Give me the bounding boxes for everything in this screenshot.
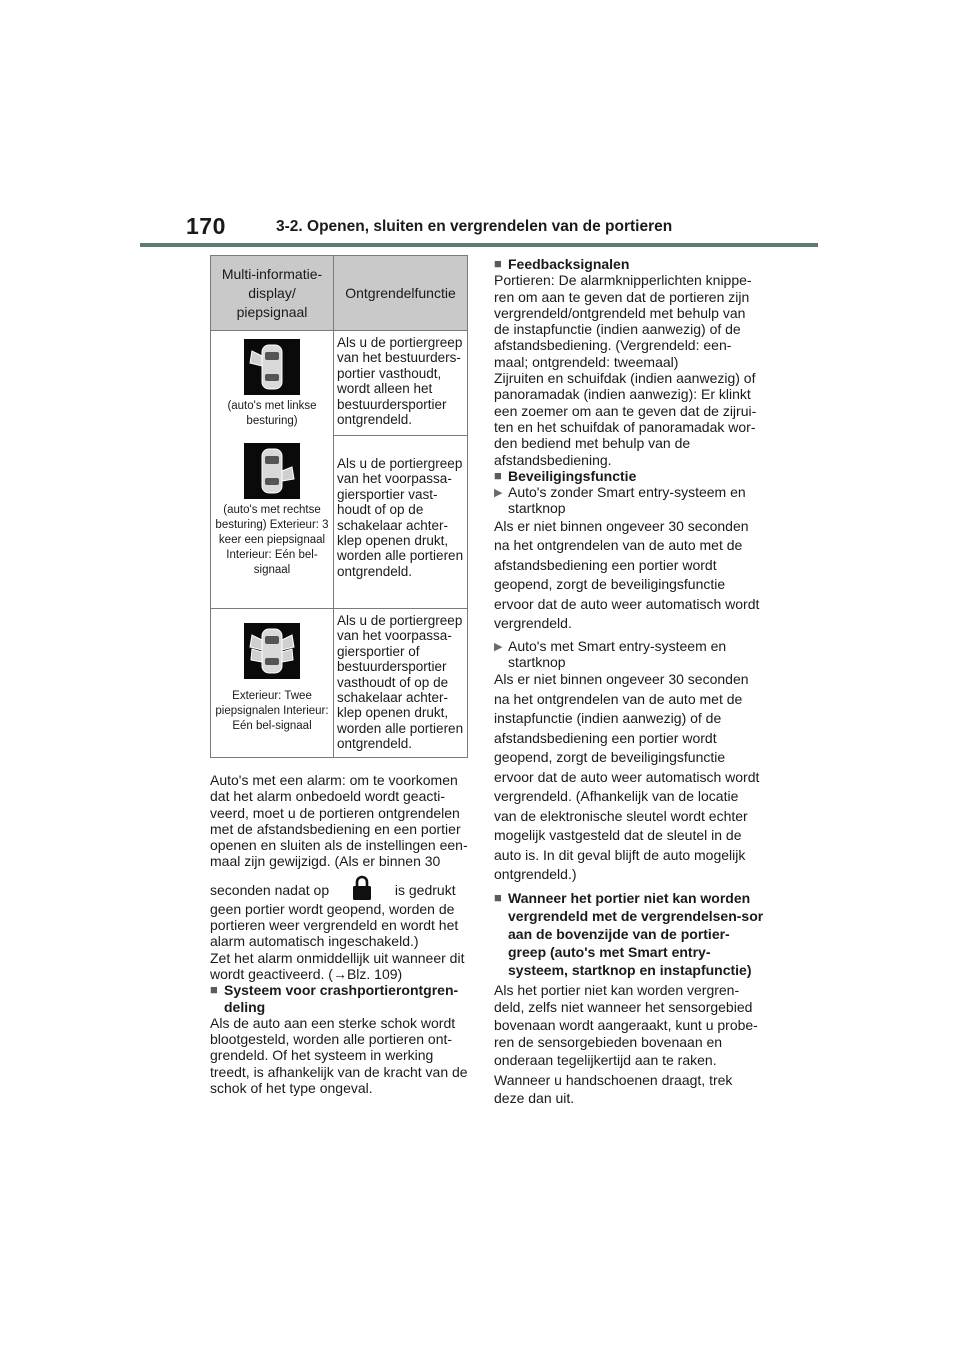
alarm-paragraph: Auto's met een alarm: om te voorkomen dat het alarm onbedoeld wordt geacti-veerd, moet u de portieren ontgrendelen met de afstandsbediening en een portier openen en sluiten als de instellingen een-maal zijn gewijzigd. (Als er binnen 30	[210, 772, 468, 870]
desc-all-doors: Als u de portiergreep van het voorpassa-giersportier of bestuurdersportier vasthoudt of op de schakelaar achter-klep openen drukt, worden alle portieren ontgrendeld.	[334, 609, 468, 758]
square-bullet-icon: ■	[494, 889, 502, 905]
square-bullet-icon: ■	[210, 982, 218, 998]
lock-button-icon	[347, 875, 377, 901]
crash-unlock-body: Als de auto aan een sterke schok wordt blootgesteld, worden alle portieren ont-grendeld. Of het systeem in werking treedt, is afhankelijk van de kracht van de schok of het type ongeval.	[210, 1014, 468, 1097]
feedback-doors: Portieren: De alarmknipperlichten knippe-ren om aan te geven dat de portieren zijn vergrendeld/ontgrendeld met behulp van de instapfunctie (indien aanwezig) of de afstandsbediening. (Vergrendeld: een-maal; ontgrendeld: tweemaal)	[494, 272, 752, 370]
alarm-paragraph-4: Zet het alarm onmiddellijk uit wanneer dit wordt geactiveerd. (→Blz. 109)	[210, 949, 465, 982]
left-column	[210, 255, 472, 1096]
triangle-bullet-icon: ▶	[494, 487, 503, 500]
alarm-paragraph-3: geen portier wordt geopend, worden de portieren weer vergrendeld en wordt het alarm automatisch ingeschakeld.)	[210, 900, 459, 950]
right-column	[494, 256, 764, 1107]
sensor-body-2: Wanneer u handschoenen draagt, trek deze dan uit.	[494, 1072, 733, 1106]
alarm-paragraph-cont2: is gedrukt	[394, 881, 456, 898]
desc-driver-door: Als u de portiergreep van het bestuurders-portier vasthoudt, wordt alleen het bestuurdersportier ontgrendeld.	[334, 331, 468, 436]
triangle-bullet-icon: ▶	[494, 640, 503, 653]
car-driver-door-open-image	[244, 339, 300, 395]
caption-left-hand-drive: (auto's met linkse besturing)	[227, 400, 317, 427]
security-sub-with-smart: ▶ Auto's met Smart entry-systeem en startknop	[494, 637, 727, 671]
security-body-with-smart: Als er niet binnen ongeveer 30 seconden na het ontgrendelen van de auto met de instapfunctie (indien aanwezig) of de afstandsbediening een portier wordt geopend, zorgt de beveiligingsfunctie ervoor dat de auto weer automatisch wordt vergrendeld. (Afhankelijk van de locatie van de elektronische sleutel wordt echter mogelijk vastgesteld dat de sleutel in de auto is. In dit geval blijft de auto mogelijk ontgrendeld.)	[494, 671, 760, 883]
section-title: 3-2. Openen, sluiten en vergrendelen van de portieren	[276, 218, 673, 235]
desc-passenger-door: Als u de portiergreep van het voorpassa-giersportier vast-houdt of op de schakelaar achter-klep openen drukt, worden alle portieren ontgrendeld.	[334, 436, 468, 609]
security-sub-without-smart: ▶ Auto's zonder Smart entry-systeem en startknop	[494, 484, 746, 517]
square-bullet-icon: ■	[494, 467, 502, 483]
header-rule	[140, 243, 818, 247]
feedback-windows: Zijruiten en schuifdak (indien aanwezig) of panoramadak (indien aanwezig): Er klinkt een zoemer om aan te geven dat de zijrui-ten en het schuifdak of panoramadak wor-den bediend met behulp van de afstandsbediening.	[494, 370, 757, 468]
sensor-body-1: Als het portier niet kan worden vergren-deld, zelfs niet wanneer het sensorgebied bovenaan wordt aangeraakt, kunt u probe-ren de sensorgebieden bovenaan en onderaan tegelijkertijd aan te raken.	[494, 981, 758, 1068]
table-header-display: Multi-informatie-display/ piepsignaal	[211, 256, 334, 331]
sensor-heading: ■ Wanneer het portier niet kan worden vergrendeld met de vergrendelsen-sor aan de bovenzijde van de portier-greep (auto's met Smart entry-systeem, startknop en instapfunctie)	[494, 889, 764, 978]
car-passenger-door-open-image	[244, 443, 300, 499]
crash-unlock-heading: ■ Systeem voor crashportierontgren-deling	[210, 982, 459, 1015]
feedback-heading: ■ Feedbacksignalen	[494, 256, 630, 272]
alarm-paragraph-cont: seconden nadat op	[210, 881, 330, 898]
security-body-without-smart: Als er niet binnen ongeveer 30 seconden na het ontgrendelen van de auto met de afstandsbediening een portier wordt geopend, zorgt de beveiligingsfunctie ervoor dat de auto weer automatisch wordt vergrendeld.	[494, 517, 760, 632]
table-row	[211, 609, 468, 758]
car-all-doors-open-image	[244, 623, 300, 679]
security-heading: ■ Beveiligingsfunctie	[494, 467, 637, 484]
caption-two-beeps: Exterieur: Twee piepsignalen Interieur: Eén bel-signaal	[215, 690, 329, 732]
caption-right-hand-drive: (auto's met rechtse besturing) Exterieur: 3 keer een piepsignaal Interieur: Eén bel-signaal	[215, 504, 329, 576]
square-bullet-icon: ■	[494, 256, 502, 271]
page-number: 170	[186, 213, 226, 239]
table-row	[211, 331, 468, 436]
table-header-function: Ontgrendelfunctie	[334, 256, 468, 331]
unlock-function-table	[210, 255, 468, 758]
